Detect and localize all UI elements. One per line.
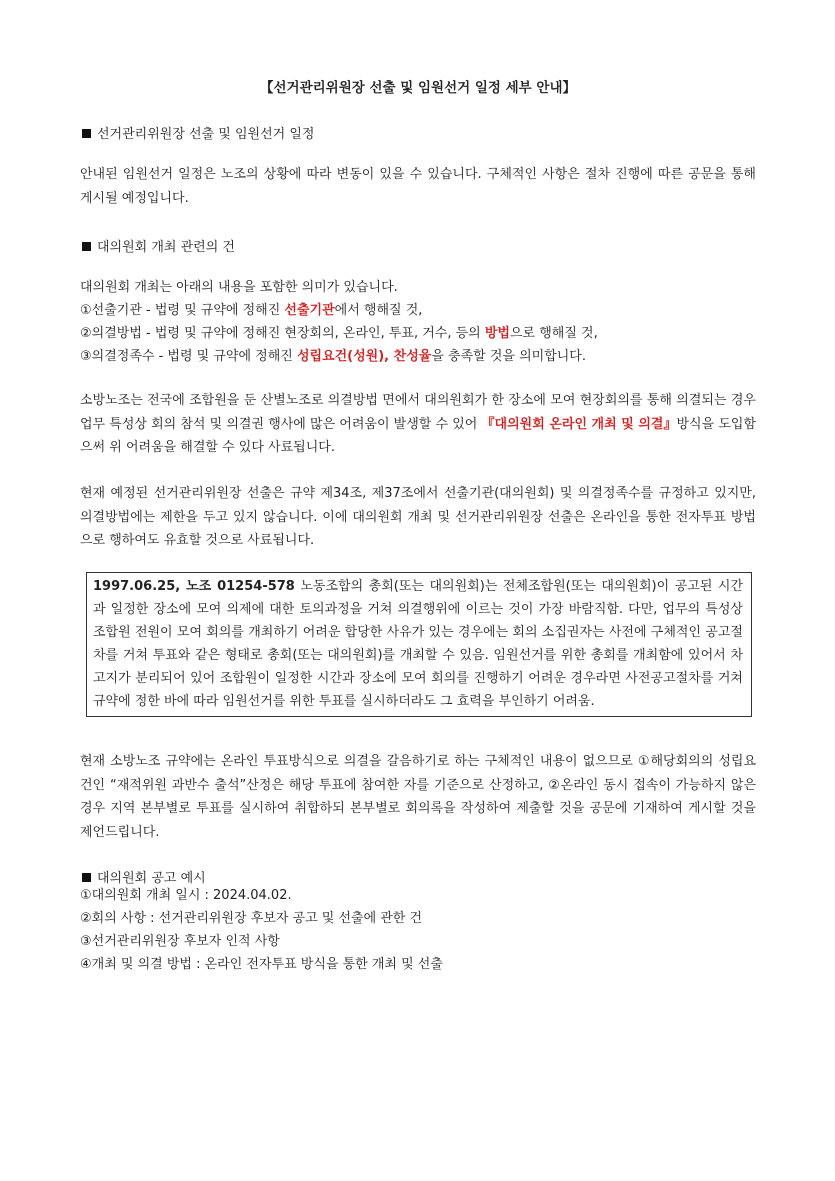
schedule-notice-paragraph: 안내된 임원선거 일정은 노조의 상황에 따라 변동이 있을 수 있습니다. 구체적인 사항은 절차 진행에 따른 공문을 통해 게시될 예정입니다. [80,167,756,206]
notice-item-2: ②회의 사항 : 선거관리위원장 후보자 공고 및 선출에 관한 건 [80,911,423,926]
highlight-electing-body: 선출기관 [284,303,335,318]
notice-item-4: ④개최 및 의결 방법 : 온라인 전자투표 방식을 통한 개최 및 선출 [80,957,443,972]
square-bullet-icon [82,873,91,882]
bylaws-paragraph: 현재 예정된 선거관리위원장 선출은 규약 제34조, 제37조에서 선출기관(대의원회) 및 의결정족수를 규정하고 있지만, 의결방법에는 제한을 두고 있지 않습니다. 이에 대의원회 개최 및 선거관리위원장 선출은 온라인을 통한 전자투표 방법으로 행하여도 유효할 것으로 사료됩니다. [80,486,756,548]
highlight-online-meeting: 『대의원회 온라인 개최 및 의결』 [481,416,677,432]
document-title: 【선거관리위원장 선출 및 임원선거 일정 세부 안내】 [259,80,577,96]
highlight-quorum: 성립요건(성원), 찬성율 [296,349,432,364]
meeting-item-2: ②의결방법 - 법령 및 규약에 정해진 현장회의, 온라인, 투표, 거수, 등의 방법으로 행해질 것, [80,326,598,341]
recommendation-paragraph: 현재 소방노조 규약에는 온라인 투표방식으로 의결을 갈음하기로 하는 구체적인 내용이 없으므로 ①해당회의의 성립요건인 “재적위원 과반수 출석”산정은 해당 투표에 참여한 자를 기준으로 산정하고, ②온라인 동시 접속이 가능하지 않은 경우 지역 본부별로 투표를 실시하여 취합하되 본부별로 회의록을 작성하여 제출할 것을 공문에 기재하여 게시할 것을 제언드립니다. [80,754,756,840]
legal-interpretation-box: 1997.06.25, 노조 01254-578 노동조합의 총회(또는 대의원회)는 전체조합원(또는 대의원회)이 공고된 시간과 일정한 장소에 모여 의제에 대한 토의과정을 거쳐 의결행위에 이르는 것이 가장 바람직함. 다만, 업무의 특성상 조합원 전원이 모여 회의를 개최하기 어려운 합당한 사유가 있는 경우에는 회의 소집권자는 사전에 구체적인 공고절차를 거쳐 투표와 같은 형태로 총회(또는 대의원회)를 개최할 수 있음. 임원선거를 위한 총회를 개최함에 있어서 차고지가 분리되어 있어 조합원이 일정한 시간과 장소에 모여 회의를 진행하기 어려운 경우라면 사전공고절차를 거쳐 규약에 정한 바에 따라 임원선거를 위한 투표를 실시하더라도 그 효력을 부인하기 어려움. [86,572,752,717]
notice-item-1: ①대의원회 개최 일시 : 2024.04.02. [80,888,292,903]
square-bullet-icon [82,242,91,251]
interpretation-reference: 1997.06.25, 노조 01254-578 [93,579,295,594]
meeting-item-3: ③의결정족수 - 법령 및 규약에 정해진 성립요건(성원), 찬성율을 충족할 것을 의미합니다. [80,349,586,364]
section-heading-notice-example: 대의원회 공고 예시 [80,867,206,886]
online-meeting-paragraph: 소방노조는 전국에 조합원을 둔 산별노조로 의결방법 면에서 대의원회가 한 장소에 모여 현장회의를 통해 의결되는 경우 업무 특성상 회의 참석 및 의결권 행사에 많은 어려움이 발생할 수 있어 『대의원회 온라인 개최 및 의결』방식을 도입함으써 위 어려움을 해결할 수 있다 사료됩니다. [80,393,757,455]
notice-item-3: ③선거관리위원장 후보자 인적 사항 [80,934,280,949]
meeting-item-1: ①선출기관 - 법령 및 규약에 정해진 선출기관에서 행해질 것, [80,303,423,318]
section-heading-delegate-meeting: 대의원회 개최 관련의 건 [80,236,235,255]
square-bullet-icon [82,129,91,138]
meeting-intro-line: 대의원회 개최는 아래의 내용을 포함한 의미가 있습니다. [80,280,398,295]
highlight-method: 방법 [484,326,510,341]
section-heading-election-schedule: 선거관리위원장 선출 및 임원선거 일정 [80,123,314,142]
